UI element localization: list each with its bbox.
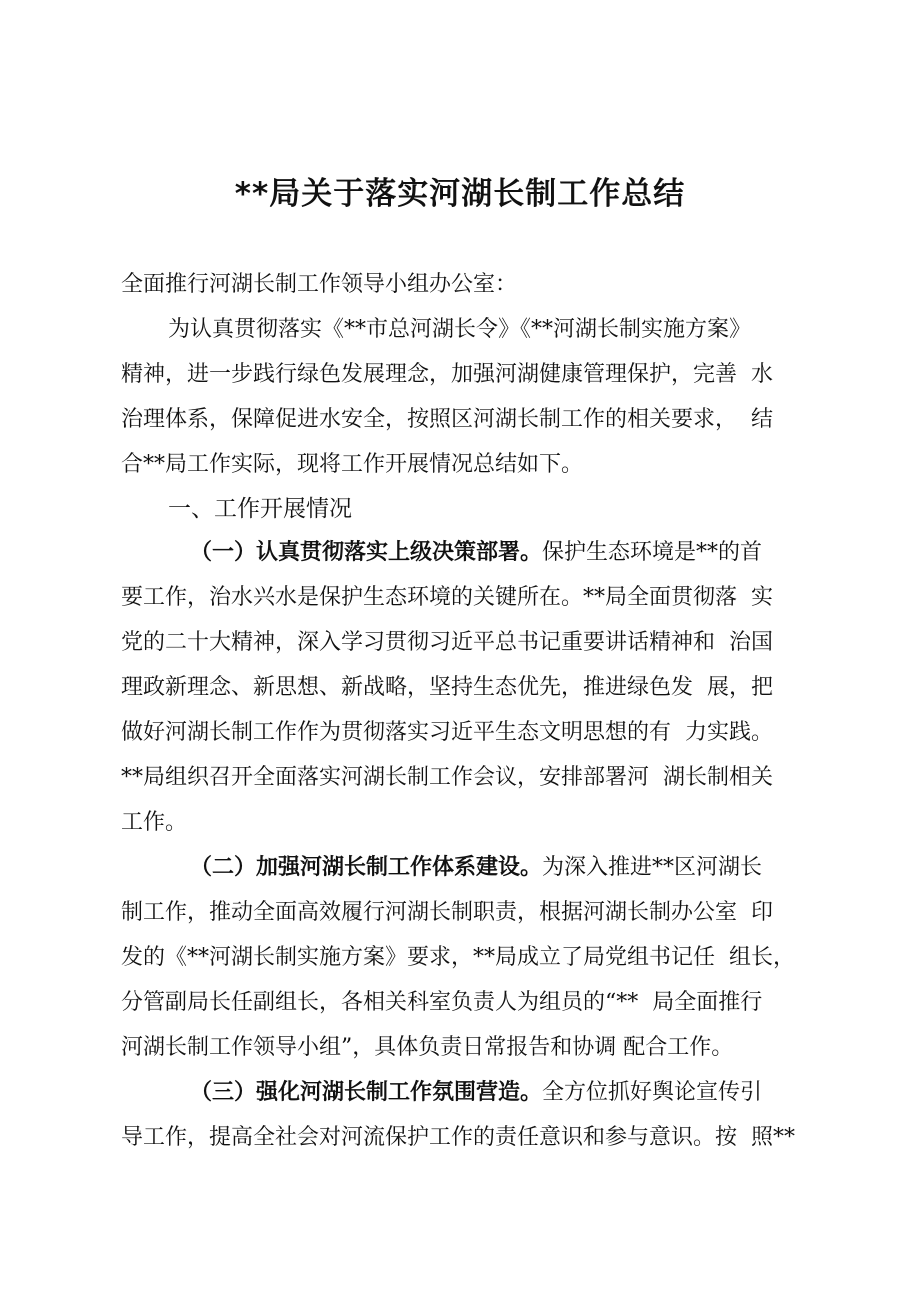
subsection-2-line: 发的《**河湖长制实施方案》要求，**局成立了局党组书记任 组长， — [121, 945, 795, 970]
intro-line: 治理体系，保障促进水安全，按照区河湖长制工作的相关要求， 结 — [121, 407, 773, 432]
subsection-1-heading: （一）认真贯彻落实上级决策部署。 — [190, 540, 543, 565]
subsection-2-line: 制工作，推动全面高效履行河湖长制职责，根据河湖长制办公室 印 — [121, 900, 773, 925]
salutation: 全面推行河湖长制工作领导小组办公室： — [121, 272, 518, 297]
subsection-3-lead: 全方位抓好舆论宣传引 — [542, 1080, 763, 1105]
intro-line: 精神，进一步践行绿色发展理念，加强河湖健康管理保护，完善 水 — [121, 362, 773, 387]
subsection-1-lead: 保护生态环境是**的首 — [542, 540, 763, 565]
intro-line: 为认真贯彻落实《**市总河湖长令》《**河湖长制实施方案》 — [168, 317, 752, 342]
subsection-2-heading: （二）加强河湖长制工作体系建设。 — [190, 855, 543, 880]
subsection-2-lead: 为深入推进**区河湖长 — [542, 855, 763, 880]
subsection-3-heading: （三）强化河湖长制工作氛围营造。 — [190, 1080, 543, 1105]
subsection-1-line: 理政新理念、新思想、新战略，坚持生态优先，推进绿色发 展，把 — [121, 675, 773, 700]
subsection-1-line: **局组织召开全面落实河湖长制工作会议，安排部署河 湖长制相关 — [121, 765, 773, 790]
subsection-1-first-line — [190, 538, 762, 568]
subsection-1-line: 要工作，治水兴水是保护生态环境的关键所在。**局全面贯彻落 实 — [121, 585, 773, 610]
subsection-2-line: 分管副局长任副组长，各相关科室负责人为组员的“** 局全面推行 — [121, 990, 763, 1015]
subsection-3-line: 导工作，提高全社会对河流保护工作的责任意识和参与意识。按 照** — [121, 1125, 795, 1150]
document-title: **局关于落实河湖长制工作总结 — [234, 176, 686, 212]
subsection-1-line: 做好河湖长制工作作为贯彻落实习近平生态文明思想的有 力实践。 — [121, 720, 773, 745]
subsection-2-line: 河湖长制工作领导小组”，具体负责日常报告和协调 配合工作。 — [121, 1035, 734, 1060]
intro-line: 合**局工作实际，现将工作开展情况总结如下。 — [121, 452, 584, 477]
subsection-2-first-line — [190, 853, 762, 883]
subsection-3-first-line — [190, 1078, 762, 1108]
section-heading-work-progress: 一、工作开展情况 — [168, 496, 352, 522]
subsection-1-line: 党的二十大精神，深入学习贯彻习近平总书记重要讲话精神和 治国 — [121, 630, 773, 655]
subsection-1-line: 工作。 — [121, 810, 188, 835]
